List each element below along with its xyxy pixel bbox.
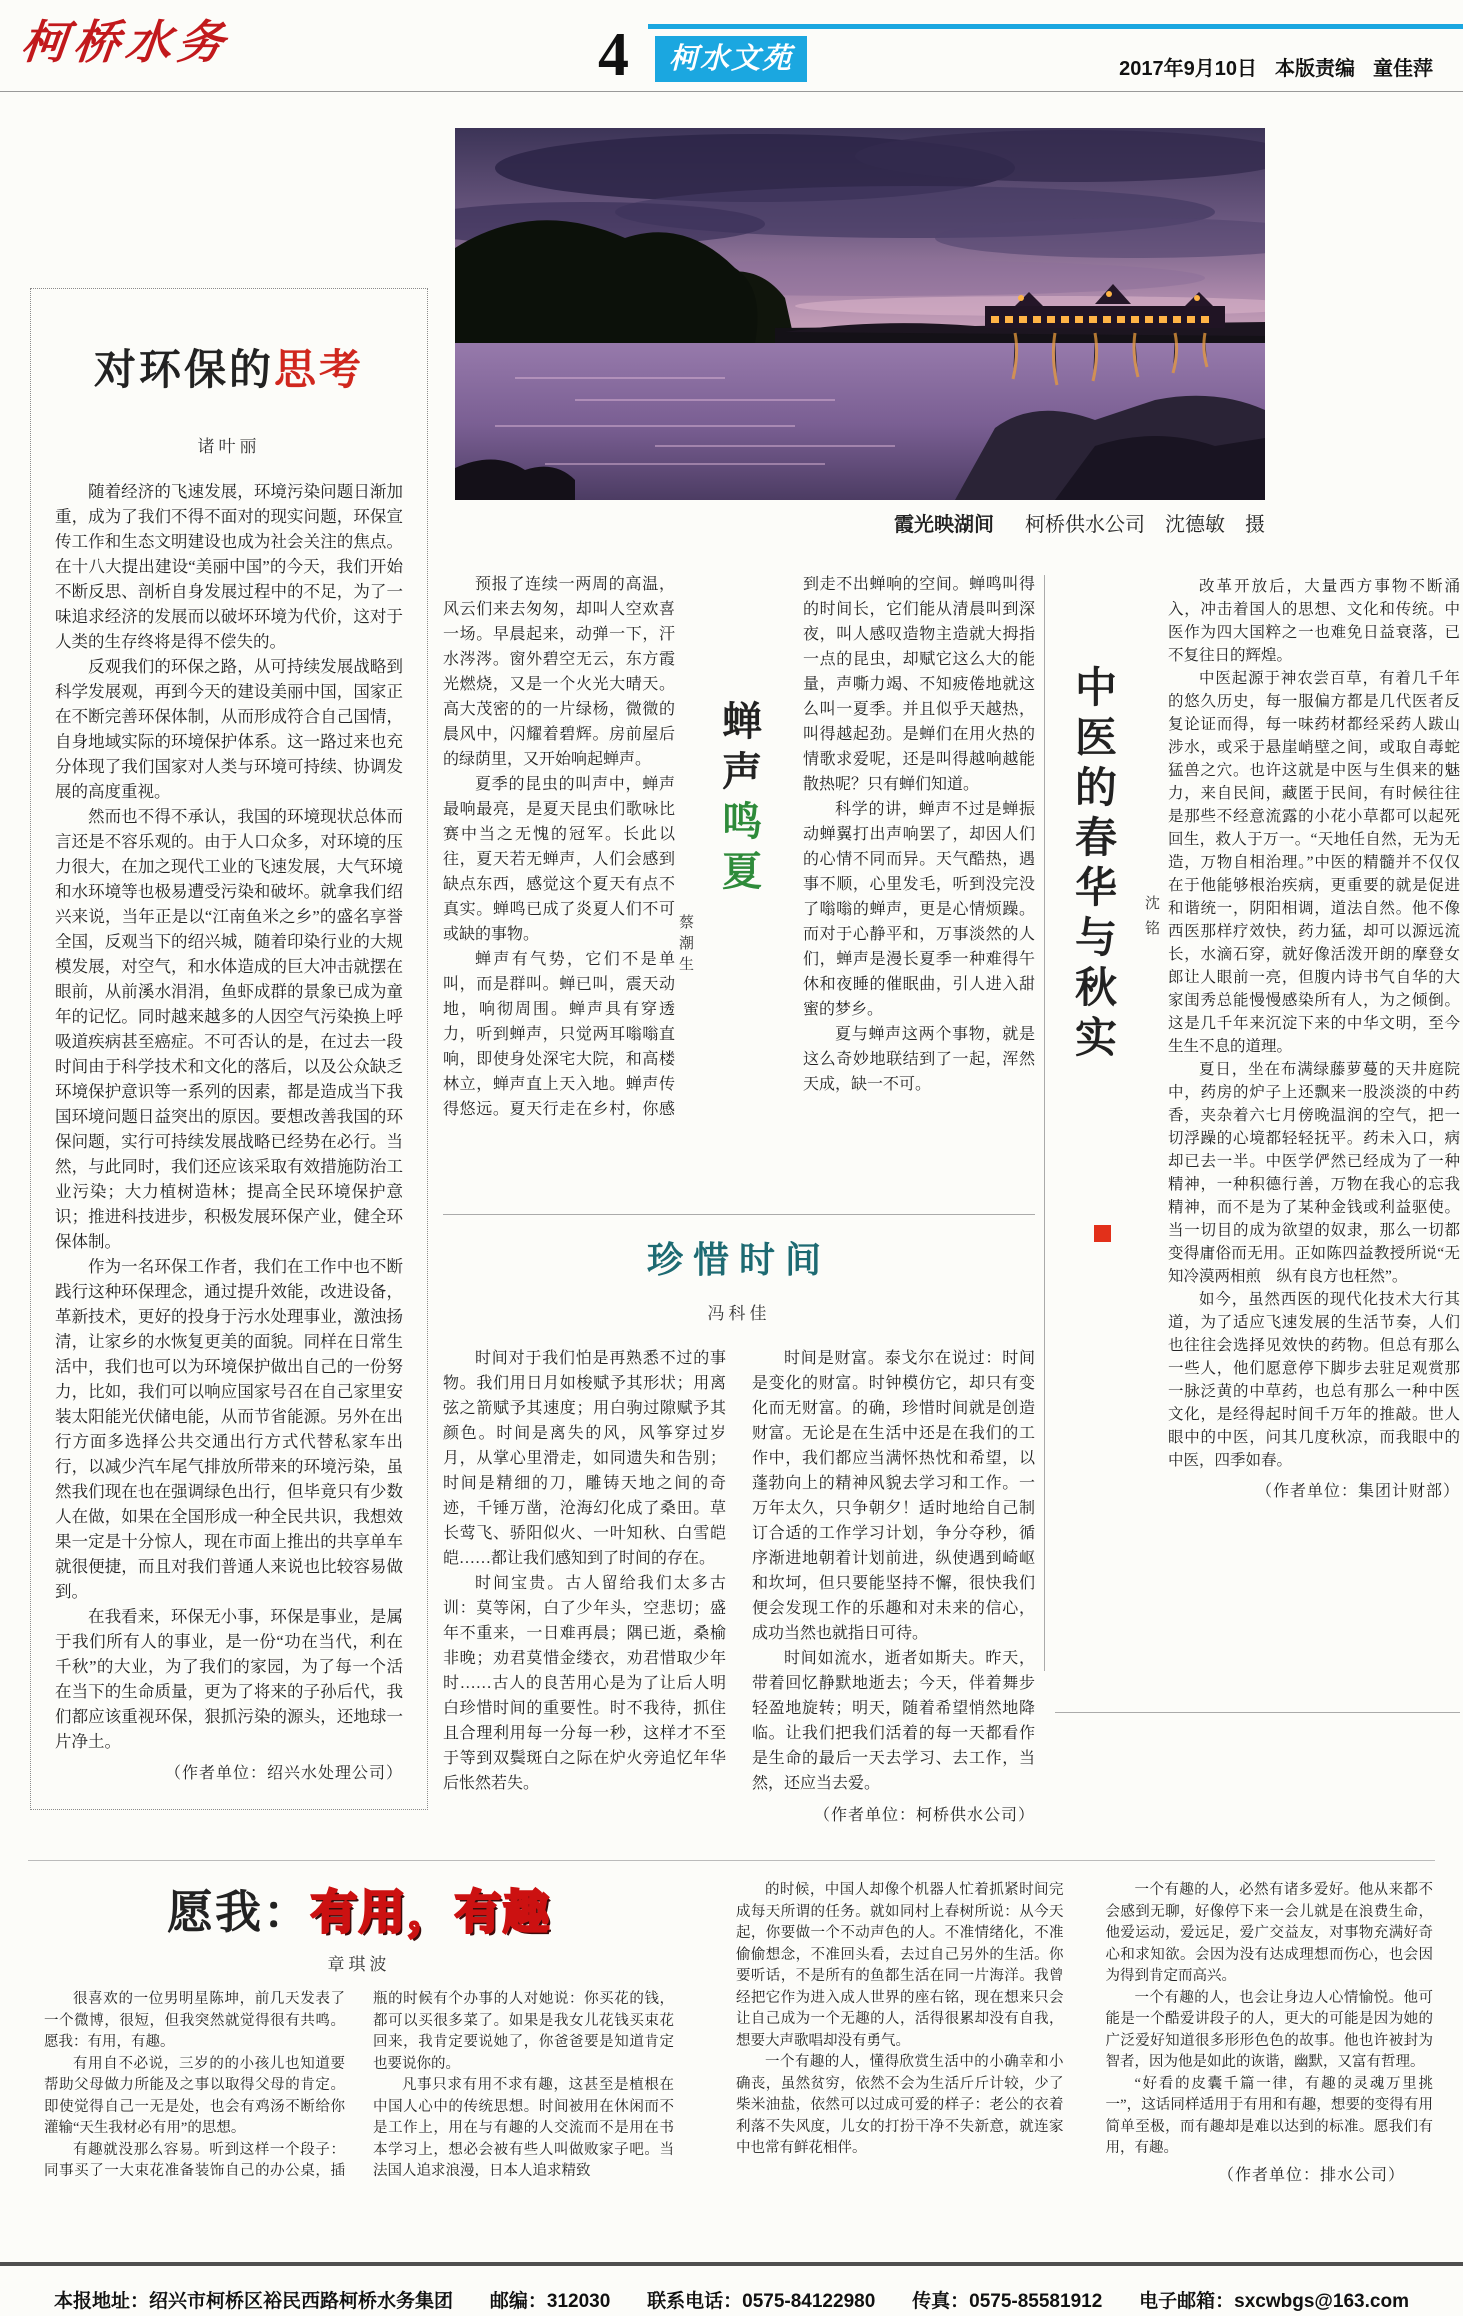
article-tcm-title: 中医的春华与秋实 [1069,665,1115,1065]
paragraph: 凡事只求有用不求有趣，这甚至是植根在中国人心中的传统思想。时间被用在休闲而不是工作上，用在与有趣的人交流而不是用在书本学习上，想必会被有些人叫做败家子吧。当法国人追求浪漫，日本人追求精致 [373,2077,674,2179]
article-wish-left [44,1876,674,2260]
masthead-logo: 柯桥水务 [18,17,233,68]
lake-photo [455,128,1265,500]
editor-label: 本版责编 [1275,58,1355,80]
footer-divider [0,2262,1463,2266]
tcm-bottom-divider [1055,1712,1460,1713]
article-tcm-attribution: （作者单位：集团计财部） [1255,1483,1460,1500]
article-wish-attribution: （作者单位：排水公司） [1217,2166,1405,2184]
article-time [443,1232,1035,1848]
article-wish-body-right [736,1880,1433,2185]
paragraph: 的时候，中国人却像个机器人忙着抓紧时间完成每天所谓的任务。就如同村上春树所说：从今天起，你要做一个不动声色的人。不准情绪化，不准偷偷想念，不准回头看，去过自己另外的生活。你要听话，不是所有的鱼都生活在同一片海洋。我曾经把它作为进入成人世界的座右铭，现在想来只会让自己成为一个无趣的人，活得很累却没有自我，想要大声歌唱却没有勇气。 [736,1882,1064,2049]
article-tcm-title-rail [1062,665,1162,1645]
footer-fax: 传真：0575-85581912 [912,2291,1103,2312]
article-environment-title [55,337,403,397]
paragraph: 时间如流水，逝者如斯夫。昨天，带着回忆静默地逝去；今天，伴着舞步轻盈地旋转；明天，随着希望悄然地降临。让我们把我们活着的每一天都看作是生命的最后一天去学习、去工作，当然，还应当去爱。 [752,1650,1035,1792]
paragraph: 预报了连续一两周的高温，风云们来去匆匆，却叫人空欢喜一场。早晨起来，动弹一下，汗水涔涔。窗外碧空无云，东方霞光燃烧，又是一个火光大晴天。高大茂密的的一片绿杨，微微的晨风中，闪耀着碧辉。房前屋后的绿荫里，又开始响起蝉声。 [443,576,675,768]
article-tcm-body [1168,575,1460,1472]
paragraph: 改革开放后，大量西方事物不断涌入，冲击着国人的思想、文化和传统。中医作为四大国粹之一也难免日益衰落，已不复往日的辉煌。 [1168,578,1460,664]
article-tcm-body-wrap [1168,575,1460,1501]
paragraph: 很喜欢的一位男明星陈坤，前几天发表了一个微博，很短，但我突然就觉得很有共鸣。愿我：有用，有趣。 [44,1991,345,2050]
paragraph: 一个有趣的人，必然有诸多爱好。他从来都不会感到无聊，好像停下来一会儿就是在浪费生命，他爱运动，爱远足，爱广交益友，对事物充满好奇心和求知欲。会因为没有达成理想而伤心，也会因为得到肯定而高兴。 [1105,1882,1433,1984]
header-divider [0,91,1463,92]
title-part-black: 对环保的 [93,348,274,394]
middle-divider [443,1214,1035,1215]
article-time-author: 冯科佳 [707,1304,771,1323]
paragraph: 夏与蝉声这两个事物，就是这么奇妙地联结到了一起，浑然天成，缺一不可。 [803,1026,1035,1093]
paragraph: 蝉声有气势，它们不是单叫，而是群叫。蝉已叫，震天动地，响彻周围。蝉声具有穿透力，听到蝉声，只觉两耳嗡嗡直响，即使身处深宅大院，和高楼林立，蝉声直上天入地。蝉声传得悠远。夏天行走在乡村，你感到走不出蝉响的空间。蝉鸣叫得的时间长，它们能从清晨叫到深夜，叫人感叹造物主造就大拇指一点的昆虫，却赋它这么大的能量，声嘶力竭、不知疲倦地就这么叫一夏季。并且似乎天越热，叫得越起劲。是蝉们在用火热的情歌求爱呢，还是叫得越响越能散热呢？只有蝉们知道。 [443,576,1035,1118]
title-part-green: 鸣夏 [716,800,762,900]
editor-name: 童佳萍 [1373,58,1433,80]
article-cicada-title [711,700,768,900]
footer-phone: 联系电话：0575-84122980 [647,2291,876,2312]
photo-caption [455,508,1265,537]
red-square-ornament [1094,1225,1111,1242]
paragraph: 作为一名环保工作者，我们在工作中也不断践行这种环保理念，通过提升效能，改进设备，革新技术，更好的投身于污水处理事业，激浊扬清，让家乡的水恢复更美的面貌。同样在日常生活中，我们也可以为环境保护做出自己的一份努力，比如，我们可以响应国家号召在自己家里安装太阳能光伏储电能，从而节省能源。另外在出行方面多选择公共交通出行方式代替私家车出行，以减少汽车尾气排放所带来的环境污染，虽然我们现在也在强调绿色出行，但毕竟只有少数人在做，如果在全国形成一种全民共识，我想效果一定是十分惊人，现在市面上推出的共享单车就很便捷，而且对我们普通人来说也比较容易做到。 [55,1256,403,1601]
title-part-red: 思考 [274,348,365,394]
paragraph: 如今，虽然西医的现代化技术大行其道，为了适应飞速发展的生活节奏，人们也往往会选择见效快的药物。但总有那么一些人，他们愿意停下脚步去驻足观赏那一脉泛黄的中草药，也总有那么一种中医文化，是经得起时间千万年的推敲。世人眼中的中医，问其几度秋凉，而我眼中的中医，四季如春。 [1168,1291,1460,1469]
paragraph: 中医起源于神农尝百草，有着几千年的悠久历史，每一服偏方都是几代医者反复论证而得，每一味药材都经采药人跋山涉水，或采于悬崖峭壁之间，或取自毒蛇猛兽之穴。也许这就是中医与生俱来的魅力，来自民间，藏匿于民间，有时候往往是那些不经意流露的小花小草都可以起死回生，救人于万一。“天地任自然，无为无造，万物自相治理。”中医的精髓并不仅仅在于他能够根治疾病，更重要的就是促进和谐统一，阴阳相调，道法自然。他不像西医那样疗效快，药力猛，却可以源远流长，水滴石穿，就好像活泼开朗的摩登女郎让人眼前一亮，但腹内诗书气自华的大家闺秀总能慢慢感染所有人，为之倾倒。这是几千年来沉淀下来的中华文明，至今生生不息的道理。 [1168,670,1460,1055]
paragraph: 时间是财富。泰戈尔在说过：时间是变化的财富。时钟模仿它，却只有变化而无财富。的确，珍惜时间就是创造财富。无论是在生活中还是在我们的工作中，我们都应当满怀热忱和希望，以蓬勃向上的精神风貌去学习和工作。一万年太久，只争朝夕！适时地给自己制订合适的工作学习计划，争分夺秒，循序渐进地朝着计划前进，纵使遇到崎岖和坎坷，但只要能坚持不懈，很快我们便会发现工作的乐趣和对未来的信心，成功当然也就指日可待。 [752,1350,1035,1642]
paragraph: 有趣就没那么容易。听到这样一个段子：同事买了一大束花准备装饰自己的办公桌，插瓶的时候有个办事的人对她说：你买花的钱，都可以买很多菜了。如果是我女儿花钱买束花回来，我肯定要说她了，你爸爸要是知道肯定也要说你的。 [44,1991,674,2179]
paragraph: 时间对于我们怕是再熟悉不过的事物。我们用日月如梭赋予其形状；用离弦之箭赋予其速度；用白驹过隙赋予其颜色。时间是离失的风，风筝穿过岁月，从掌心里滑走，如同遗失和告别；时间是精细的刀，雕铸天地之间的奇迹，千锤万凿，沧海幻化成了桑田。草长莺飞、骄阳似火、一叶知秋、白雪皑皑……都让我们感知到了时间的存在。 [443,1350,726,1567]
paragraph: 夏季的昆虫的叫声中，蝉声最响最亮，是夏天昆虫们歌咏比赛中当之无愧的冠军。长此以往，夏天若无蝉声，人们会感到缺点东西，感觉这个夏天有点不真实。蝉鸣已成了炎夏人们不可或缺的事物。 [443,776,675,943]
article-environment-author: 诸叶丽 [197,436,261,456]
paragraph: 然而也不得不承认，我国的环境现状总体而言还是不容乐观的。由于人口众多，对环境的压力很大，在加之现代工业的飞速发展，大气环境和水环境等也极易遭受污染和破坏。就拿我们绍兴来说，当年正是以“江南鱼米之乡”的盛名享誉全国，反观当下的绍兴城，随着印染行业的大规模发展，对空气，和水体造成的巨大冲击就摆在眼前，从前溪水涓涓，鱼虾成群的景象已成为童年的记忆。同时越来越多的人因空气污染换上呼吸道疾病甚至癌症。不可否认的是，在过去一段时间由于科学技术和文化的落后，以及公众缺乏环境保护意识等一系列的因素，都是造成当下我国环境问题日益突出的原因。要想改善我国的环保问题，实行可持续发展战略已经势在必行。当然，与此同时，我们还应该采取有效措施防治工业污染；大力植树造林；提高全民环境保护意识；推进科技进步，积极发展环保产业，健全环保体制。 [55,806,403,1251]
lake-photo-illustration [455,128,1265,500]
article-wish-author: 章琪波 [327,1955,391,1974]
article-time-attribution: （作者单位：柯桥供水公司） [813,1807,1035,1824]
article-time-title: 珍惜时间 [646,1240,831,1280]
article-environment-attribution: （作者单位：绍兴水处理公司） [164,1764,403,1782]
paragraph: 科学的讲，蝉声不过是蝉振动蝉翼打出声响罢了，却因人们的心情不同而异。天气酷热，遇事不顺，心里发毛，听到没完没了嗡嗡的蝉声，更是心情烦躁。而对于心静平和，万事淡然的人们，蝉声是漫长夏季一种难得午休和夜睡的催眠曲，引人进入甜蜜的梦乡。 [803,801,1035,1018]
paragraph: 在我看来，环保无小事，环保是事业，是属于我们所有人的事业，是一份“功在当代，利在千秋”的大业，为了我们的家园，为了每一个活在当下的生命质量，更为了将来的子孙后代，我们都应该重视环保，狠抓污染的源头，还地球一片净土。 [55,1606,403,1751]
photo-caption-credit: 柯桥供水公司 沈德敏 摄 [1025,514,1265,536]
paragraph: 一个有趣的人，也会让身边人心情愉悦。他可能是一个酷爱讲段子的人，更大的可能是因为她的广泛爱好知道很多形形色色的故事。他也许被封为智者，因为他是如此的诙谐，幽默，又富有哲理。 [1105,1989,1433,2070]
bottom-section-divider [28,1860,1435,1861]
paragraph: 夏日，坐在布满绿藤萝蔓的天井庭院中，药房的炉子上还飘来一股淡淡的中药香，夹杂着六七月傍晚温润的空气，把一切浮躁的心境都轻轻抚平。药未入口，病却已去一半。中医学俨然已经成为了一种精神，一种积德行善，万物在我心的忘我精神，而不是为了某种金钱或利益驱使。当一切目的成为欲望的奴隶，那么一切都变得庸俗而无用。正如陈四益教授所说“无知冷漠两相煎 纵有良方也枉然”。 [1168,1061,1460,1285]
article-tcm-author: 沈铭 [1143,895,1159,945]
dateline [1101,52,1433,81]
title-part-black: 蝉声 [716,700,762,800]
article-time-body [443,1346,1035,1796]
date-text: 2017年9月10日 [1119,58,1257,80]
paragraph: 反观我们的环保之路，从可持续发展战略到科学发展观，再到今天的建设美丽中国，国家正在不断完善环保体制，从而形成符合自己国情，自身地域实际的环境保护体系。这一路过来也充分体现了我们国家对人类与环境可持续、协调发展的高度重视。 [55,656,403,801]
page-number: 4 [598,21,629,89]
article-cicada-title-rail [675,700,803,1100]
title-part-black: 愿我： [167,1886,311,1938]
footer-address: 本报地址：绍兴市柯桥区裕民西路柯桥水务集团 [54,2291,454,2312]
title-part-red: 有用，有趣 [311,1886,551,1938]
paragraph: “好看的皮囊千篇一律，有趣的灵魂万里挑一”，这话同样适用于有用和有趣，想要的变得有用简单至极，而有趣却是难以达到的标准。愿我们有用，有趣。 [1105,2075,1433,2156]
vertical-divider [1044,575,1045,1671]
photo-caption-title: 霞光映湖间 [894,514,994,536]
article-wish-title [44,1876,674,1942]
article-wish [30,1876,1433,2260]
header-blue-rule [648,24,1463,29]
paragraph: 时间宝贵。古人留给我们太多古训：莫等闲，白了少年头，空悲切；盛年不重来，一日难再晨；隅已逝，桑榆非晚；劝君莫惜金缕衣，劝君惜取少年时……古人的良苦用心是为了让后人明白珍惜时间的重要性。时不我待，抓住且合理利用每一分每一秒，这样才不至于等到双鬓斑白之际在炉火旁追忆年华后怅然若失。 [443,1575,726,1792]
article-cicada [443,572,1035,1208]
paragraph: 一个有趣的人，懂得欣赏生活中的小确幸和小确丧，虽然贫穷，依然不会为生活斤斤计较，少了柴米油盐，依然可以过成可爱的样子：老公的衣着利落不失风度，儿女的打扮干净不失新意，就连家中也常有鲜花相伴。 [736,2054,1064,2156]
paragraph: 有用自不必说，三岁的的小孩儿也知道要帮助父母做力所能及之事以取得父母的肯定。即使觉得自己一无是处，也会有鸡汤不断给你灌输“天生我材必有用”的思想。 [44,2055,345,2136]
article-tcm [1062,575,1460,1715]
paragraph: 随着经济的飞速发展，环境污染问题日渐加重，成为了我们不得不面对的现实问题，环保宣传工作和生态文明建设也成为社会关注的焦点。在十八大提出建设“美丽中国”的今天，我们开始不断反思、剖析自身发展过程中的不足，为了一味追求经济的发展而以破坏环境为代价，这对于人类的生存终将是得不偿失的。 [55,481,403,651]
article-wish-right-paragraphs [736,1880,1433,2185]
article-cicada-author: 蔡潮生 [677,914,693,977]
article-environment-body [55,479,403,1754]
footer-bar [0,2278,1463,2313]
article-wish-body-left [44,1989,674,2183]
article-wish-right [736,1880,1433,2260]
footer-postcode: 邮编：312030 [489,2291,611,2312]
footer-email: 电子邮箱：sxcwbgs@163.com [1139,2291,1409,2312]
section-name-badge: 柯水文苑 [655,36,807,82]
article-environment [30,288,428,1810]
